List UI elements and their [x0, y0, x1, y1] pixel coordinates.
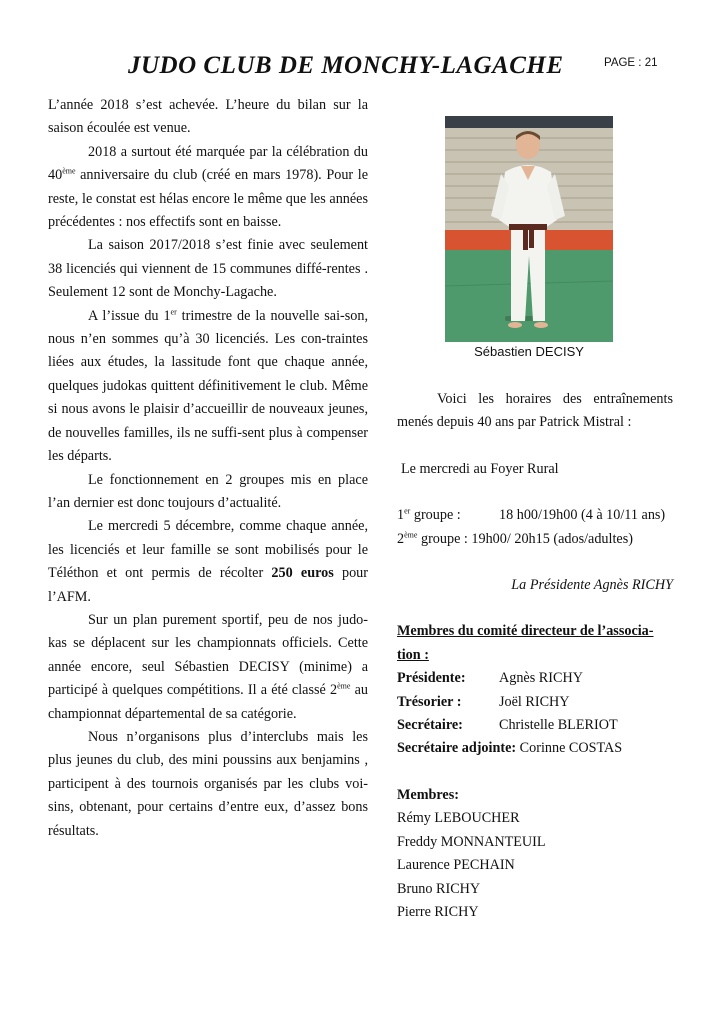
amount-bold: 250 euros [271, 565, 334, 582]
text-span: pour l’AFM. [48, 565, 368, 605]
officer-row-assistant [397, 737, 673, 760]
officer-name: Agnès RICHY [499, 670, 583, 687]
text-span: 2018 a surtout été marquée par la célébration du 40 [48, 143, 368, 184]
text-span: groupe : 19h00/ 20h15 (ados/adultes) [417, 530, 633, 547]
paragraph-telethon [48, 515, 368, 609]
superscript: er [170, 306, 177, 316]
group-1-time: 18 h00/19h00 (4 à 10/11 ans) [499, 507, 666, 524]
officer-name: Joël RICHY [499, 693, 570, 710]
member-name: Pierre RICHY [397, 903, 479, 920]
officer-row [397, 714, 673, 737]
superscript: ème [404, 529, 418, 539]
superscript: ème [337, 681, 351, 691]
text-span: au championnat départemental de sa catégorie. [48, 682, 368, 722]
members-heading: Membres: [397, 786, 459, 803]
member-name: Laurence PECHAIN [397, 857, 515, 874]
schedule-group-2 [397, 528, 673, 551]
text-span: 2 [397, 530, 405, 547]
text-span: Sur un plan purement sportif, peu de nos judo-kas se déplacent sur les championnats officiels. Cette année encore, seul Sébastien DECISY (minime) a participé à quelques compétitions. Il a été classé 2 [48, 611, 368, 699]
officer-role: Secrétaire adjointe: [397, 740, 517, 757]
superscript: ème [62, 166, 76, 176]
committee-heading: Membres du comité directeur de l’associa-tion : [397, 623, 654, 663]
officer-row [397, 667, 673, 690]
info-column [397, 388, 673, 924]
schedule-group-1 [397, 504, 673, 527]
article-column [48, 94, 368, 843]
text-span: anniversaire du club (créé en mars 1978). Pour le reste, le constat est hélas encore le même que les années précédentes : nos effectifs sont en baisse. [48, 167, 368, 231]
judoka-photo [445, 116, 613, 342]
page-title: JUDO CLUB DE MONCHY-LAGACHE [128, 52, 564, 79]
signature: La Présidente Agnès RICHY [511, 577, 673, 594]
schedule-location: Le mercredi au Foyer Rural [401, 460, 559, 477]
photo-caption: Sébastien DECISY [474, 344, 584, 359]
officer-role: Présidente: [397, 670, 466, 687]
member-name: Bruno RICHY [397, 880, 481, 897]
member-name: Rémy LEBOUCHER [397, 810, 520, 827]
superscript: er [404, 506, 411, 516]
text-span: A l’issue du 1 [88, 307, 171, 324]
text-span: groupe : [410, 507, 461, 524]
paragraph-sport [48, 609, 368, 726]
schedule-intro: Voici les horaires des entraînements menés depuis 40 ans par Patrick Mistral : [397, 391, 673, 431]
text-span: 1 [397, 507, 405, 524]
officer-role: Secrétaire: [397, 717, 463, 734]
officer-role: Trésorier : [397, 693, 462, 710]
text-span: trimestre de la nouvelle sai-son, nous n’en sommes qu’à 30 licenciés. Les con-traintes liées aux études, la lassitude font que chaque année, quelques judokas quittent définitivement le club. Même si nous avons le plaisir d’accueillir de nouveaux jeunes, de nouvelles familles, ils ne suffi-sent plus à compenser les départs. [48, 307, 368, 465]
group-1-label [397, 504, 499, 527]
officer-name: Corinne COSTAS [516, 740, 623, 757]
paragraph-intro: L’année 2018 s’est achevée. L’heure du bilan sur la saison écoulée est venue. [48, 97, 368, 137]
page-number: PAGE : 21 [604, 57, 658, 69]
officer-name: Christelle BLERIOT [499, 717, 618, 734]
paragraph-season: La saison 2017/2018 s’est finie avec seulement 38 licenciés qui viennent de 15 communes diffé-rentes . Seulement 12 sont de Monchy-Lagache. [48, 237, 368, 301]
member-name: Freddy MONNANTEUIL [397, 833, 546, 850]
paragraph-groups: Le fonctionnement en 2 groupes mis en place l’an dernier est donc toujours d’actualité. [48, 471, 368, 511]
paragraph-tournaments: Nous n’organisons plus d’interclubs mais les plus jeunes du club, des mini poussins aux benjamins , participent à des tournois organisés par les clubs voi-sins, obtenant, pour certains d’entre eux, d’assez bons résultats. [48, 728, 368, 839]
officer-row [397, 691, 673, 714]
paragraph-anniversary [48, 141, 368, 235]
text-span: Le mercredi 5 décembre, comme chaque année, les licenciés et leur famille se sont mobilisés pour le Téléthon et ont permis de récolter [48, 518, 368, 582]
paragraph-trimester [48, 305, 368, 469]
